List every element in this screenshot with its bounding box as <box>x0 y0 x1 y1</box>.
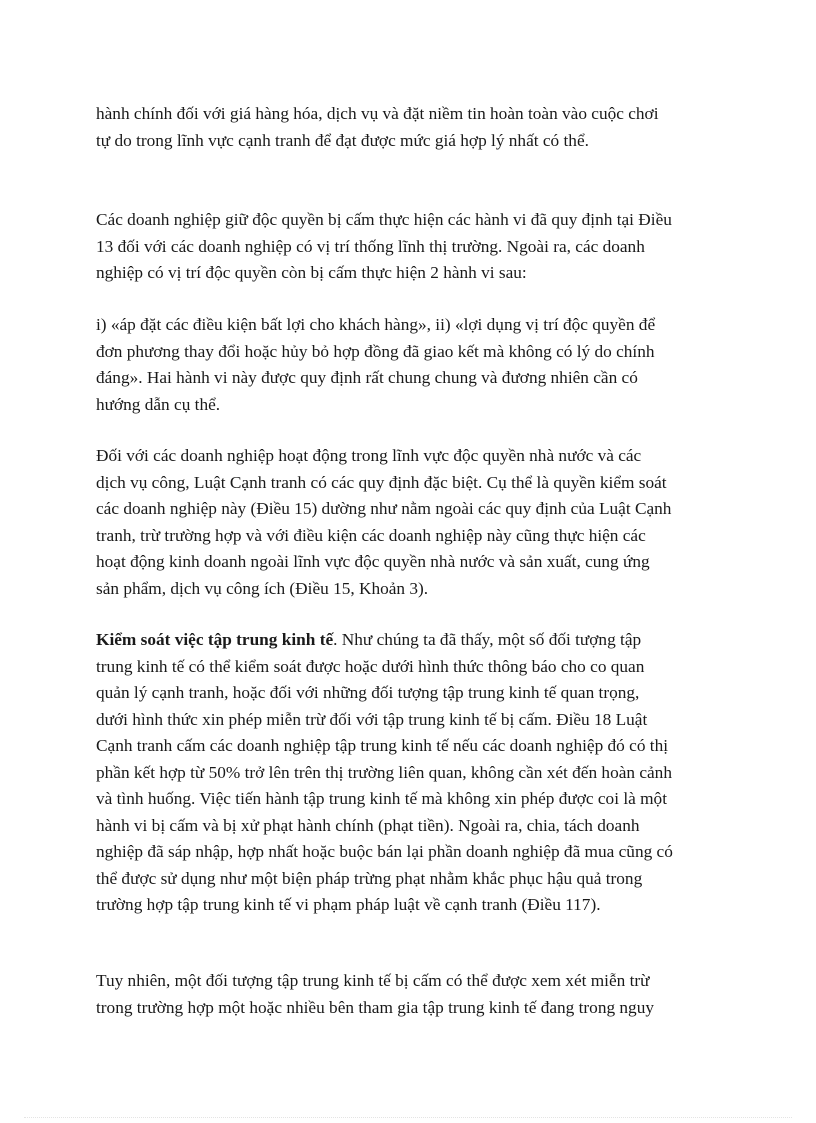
text-line: nghiệp đã sáp nhập, hợp nhất hoặc buộc bán lại phần doanh nghiệp đã mua cũng có <box>96 842 673 861</box>
text-line: đơn phương thay đổi hoặc hủy bỏ hợp đồng đã giao kết mà không có lý do chính <box>96 341 655 361</box>
text-line: 13 đối với các doanh nghiệp có vị trí thống lĩnh thị trường. Ngoài ra, các doanh <box>96 236 645 256</box>
paragraph-3 <box>96 312 736 418</box>
paragraph-1 <box>96 101 736 154</box>
paragraph-5 <box>96 627 736 919</box>
text-line: Các doanh nghiệp giữ độc quyền bị cấm thực hiện các hành vi đã quy định tại Điều <box>96 210 672 229</box>
page-bottom-divider <box>24 1117 792 1118</box>
text-line: tranh, trừ trường hợp và với điều kiện các doanh nghiệp này cũng thực hiện các <box>96 525 646 545</box>
text-line: sản phẩm, dịch vụ công ích (Điều 15, Khoản 3). <box>96 578 429 598</box>
text-line: dưới hình thức xin phép miễn trừ đối với tập trung kinh tế bị cấm. Điều 18 Luật <box>96 709 648 729</box>
text-line: các doanh nghiệp này (Điều 15) dường như nằm ngoài các quy định của Luật Cạnh <box>96 499 672 518</box>
paragraph-2 <box>96 207 736 287</box>
text-line: hướng dẫn cụ thể. <box>96 394 221 414</box>
text-line: quản lý cạnh tranh, hoặc đối với những đối tượng tập trung kinh tế quan trọng, <box>96 683 640 702</box>
text-line: hoạt động kinh doanh ngoài lĩnh vực độc quyền nhà nước và sản xuất, cung ứng <box>96 552 650 571</box>
text-line: nghiệp có vị trí độc quyền còn bị cấm thực hiện 2 hành vi sau: <box>96 263 527 282</box>
text-line: và tình huống. Việc tiến hành tập trung kinh tế mà không xin phép được coi là một <box>96 789 667 808</box>
text-line: i) «áp đặt các điều kiện bất lợi cho khách hàng», ii) «lợi dụng vị trí độc quyền để <box>96 315 656 334</box>
text-line: hành vi bị cấm và bị xử phạt hành chính (phạt tiền). Ngoài ra, chia, tách doanh <box>96 815 640 835</box>
heading-continuation: . Như chúng ta đã thấy, một số đối tượng tập <box>333 630 642 649</box>
text-line: hành chính đối với giá hàng hóa, dịch vụ và đặt niềm tin hoàn toàn vào cuộc chơi <box>96 104 659 123</box>
text-line: tự do trong lĩnh vực cạnh tranh để đạt được mức giá hợp lý nhất có thể. <box>96 130 589 150</box>
text-line: phần kết hợp từ 50% trở lên trên thị trường liên quan, không cần xét đến hoàn cảnh <box>96 762 672 782</box>
text-line: dịch vụ công, Luật Cạnh tranh có các quy định đặc biệt. Cụ thể là quyền kiểm soát <box>96 472 667 492</box>
paragraph-6 <box>96 968 736 1021</box>
text-line: trường hợp tập trung kinh tế vi phạm pháp luật về cạnh tranh (Điều 117). <box>96 895 601 914</box>
paragraph-4 <box>96 443 736 602</box>
text-line: Cạnh tranh cấm các doanh nghiệp tập trung kinh tế nếu các doanh nghiệp đó có thị <box>96 736 669 755</box>
text-line: đáng». Hai hành vi này được quy định rất chung chung và đương nhiên cần có <box>96 368 638 387</box>
text-line: Đối với các doanh nghiệp hoạt động trong lĩnh vực độc quyền nhà nước và các <box>96 446 642 465</box>
text-line: trung kinh tế có thể kiểm soát được hoặc dưới hình thức thông báo cho co quan <box>96 656 645 676</box>
section-heading: Kiểm soát việc tập trung kinh tế <box>96 630 334 649</box>
text-line: Tuy nhiên, một đối tượng tập trung kinh tế bị cấm có thể được xem xét miễn trừ <box>96 971 650 990</box>
text-line <box>96 627 736 654</box>
text-line: trong trường hợp một hoặc nhiều bên tham gia tập trung kinh tế đang trong nguy <box>96 997 654 1017</box>
text-line: thể được sử dụng như một biện pháp trừng phạt nhằm khắc phục hậu quả trong <box>96 868 643 888</box>
